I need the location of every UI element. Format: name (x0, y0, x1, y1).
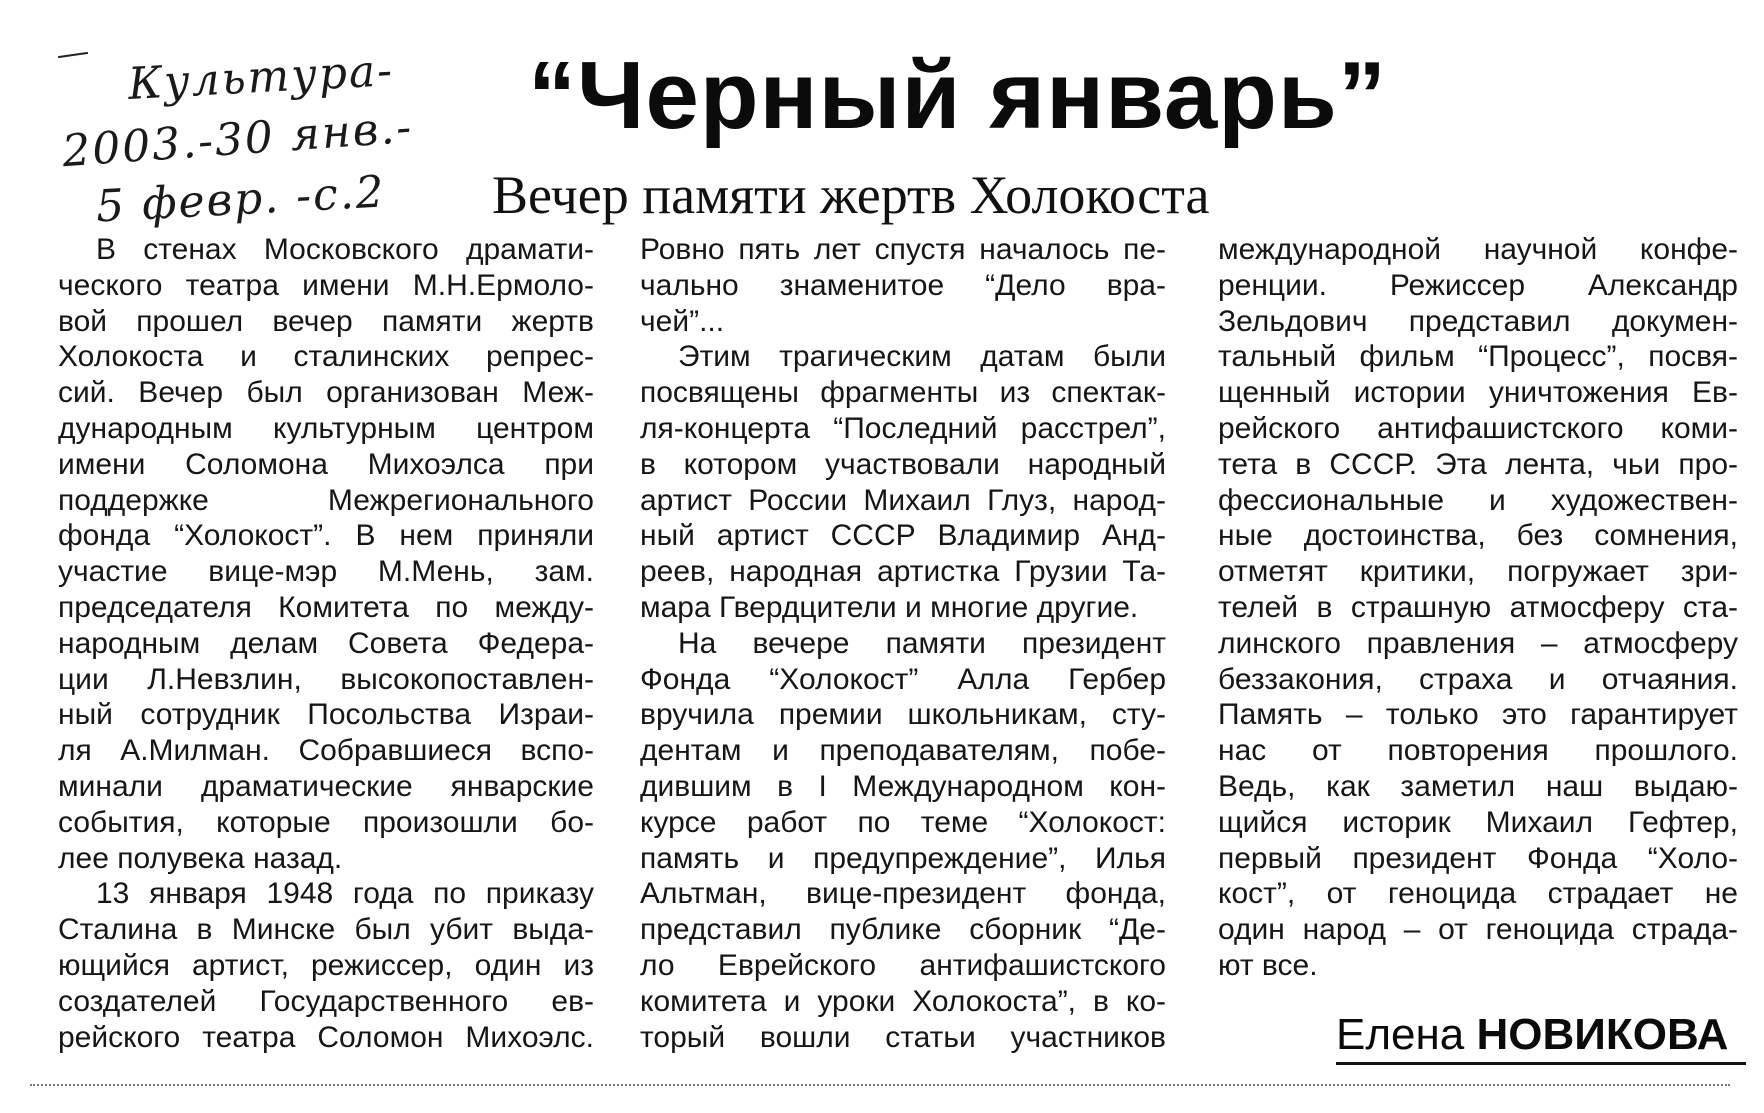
text-line: Холокоста и сталинских репрес- (58, 340, 594, 374)
text-line: ля А.Милман. Собравшиеся вспо- (58, 734, 594, 768)
text-line: вручила премии школьникам, сту- (640, 698, 1166, 732)
text-line: посвящены фрагменты из спектак- (640, 376, 1166, 410)
text-line: события, которые произошли бо- (58, 805, 594, 839)
article-column-2 (640, 232, 1166, 1055)
text-line: артист России Михаил Глуз, народ- (640, 483, 1166, 517)
text-line: щийся историк Михаил Гефтер, (1218, 805, 1738, 839)
text-line: минали драматические январские (58, 769, 594, 803)
text-line: линского правления – атмосферу (1218, 626, 1738, 660)
text-line: создателей Государственного ев- (58, 984, 594, 1018)
text-line: поддержке Межрегионального (58, 483, 594, 517)
author-last-name: НОВИКОВА (1476, 1010, 1729, 1059)
text-line: В стенах Московского драмати- (96, 233, 594, 266)
text-line: имени Соломона Михоэлса при (58, 447, 594, 481)
text-line: ции Л.Невзлин, высокопоставлен- (58, 662, 594, 696)
text-line: международной научной конфе- (1218, 233, 1738, 266)
text-line: ный сотрудник Посольства Израи- (58, 698, 594, 732)
text-line: сий. Вечер был организован Меж- (58, 376, 594, 410)
text-line: участие вице-мэр М.Мень, зам. (58, 555, 594, 589)
text-line: ные достоинства, без сомнения, (1218, 519, 1738, 553)
text-line: рейского антифашистского коми- (1218, 411, 1738, 445)
author-byline (1336, 1010, 1728, 1060)
text-line: нас от повторения прошлого. (1218, 734, 1738, 768)
text-line: представил публике сборник “Де- (640, 913, 1166, 947)
text-line: дившим в I Международном кон- (640, 769, 1166, 803)
text-line: торый вошли статьи участников (640, 1020, 1166, 1054)
text-line: народным делам Совета Федера- (58, 626, 594, 660)
text-line: комитета и уроки Холокоста”, в ко- (640, 984, 1166, 1018)
byline-underline (1336, 1062, 1746, 1065)
text-line: ренции. Режиссер Александр (1218, 268, 1738, 302)
article-column-3 (1218, 232, 1738, 984)
text-line: ют все. (1218, 948, 1318, 982)
text-line: Зельдович представил докумен- (1218, 304, 1738, 338)
article-column-1 (58, 232, 594, 1055)
text-line: отметят критики, погружает зри- (1218, 555, 1738, 589)
text-line: курсе работ по теме “Холокост: (640, 805, 1166, 839)
clipping-bottom-edge (30, 1084, 1730, 1087)
text-line: Этим трагическим датам были (678, 340, 1166, 374)
text-line: ло Еврейского антифашистского (640, 948, 1166, 982)
text-line: дународным культурным центром (58, 411, 594, 445)
text-line: чально знаменитое “Дело вра- (640, 268, 1166, 302)
text-line: кост”, от геноцида страдает не (1218, 877, 1738, 911)
text-line: Ведь, как заметил наш выдаю- (1218, 769, 1738, 803)
text-line: первый президент Фонда “Холо- (1218, 841, 1738, 875)
text-line: реев, народная артистка Грузии Та- (640, 555, 1166, 589)
text-line: Память – только это гарантирует (1218, 698, 1738, 732)
text-line: председателя Комитета по между- (58, 590, 594, 624)
text-line: один народ – от геноцида страда- (1218, 913, 1738, 947)
text-line: щенный истории уничтожения Ев- (1218, 376, 1738, 410)
text-line: Альтман, вице-президент фонда, (640, 877, 1166, 911)
handwritten-annotation-line-3: 5 февр. -с.2 (94, 166, 387, 233)
text-line: телей в страшную атмосферу ста- (1218, 590, 1738, 624)
text-line: дентам и преподавателям, побе- (640, 734, 1166, 768)
text-line: чей”... (640, 304, 725, 338)
handwritten-mark (58, 52, 88, 58)
text-line: лее полувека назад. (58, 841, 343, 875)
text-line: ющийся артист, режиссер, один из (58, 948, 594, 982)
article-subheadline: Вечер памяти жертв Холокоста (492, 165, 1210, 225)
author-first-name: Елена (1336, 1010, 1465, 1059)
text-line: память и предупреждение”, Илья (640, 841, 1166, 875)
text-line: ля-концерта “Последний расстрел”, (640, 411, 1166, 445)
text-line: Сталина в Минске был убит выда- (58, 913, 594, 947)
text-line: ческого театра имени М.Н.Ермоло- (58, 268, 594, 302)
text-line: Фонда “Холокост” Алла Гербер (640, 662, 1166, 696)
text-line: Ровно пять лет спустя началось пе- (640, 233, 1166, 266)
text-line: тальный фильм “Процесс”, посвя- (1218, 340, 1738, 374)
text-line: фессиональные и художествен- (1218, 483, 1738, 517)
text-line: фонда “Холокост”. В нем приняли (58, 519, 594, 553)
text-line: в котором участвовали народный (640, 447, 1166, 481)
text-line: рейского театра Соломон Михоэлс. (58, 1020, 594, 1054)
text-line: мара Гвердцители и многие другие. (640, 590, 1139, 624)
text-line: ный артист СССР Владимир Анд- (640, 519, 1166, 553)
text-line: тета в СССР. Эта лента, чьи про- (1218, 447, 1738, 481)
handwritten-annotation-line-1: Культура- (126, 45, 396, 110)
text-line: На вечере памяти президент (678, 626, 1166, 660)
handwritten-annotation-line-2: 2003.-30 янв.- (60, 101, 415, 178)
text-line: беззакония, страха и отчаяния. (1218, 662, 1738, 696)
text-line: вой прошел вечер памяти жертв (58, 304, 594, 338)
article-headline: “Черный январь” (528, 42, 1387, 149)
text-line: 13 января 1948 года по приказу (96, 877, 594, 911)
